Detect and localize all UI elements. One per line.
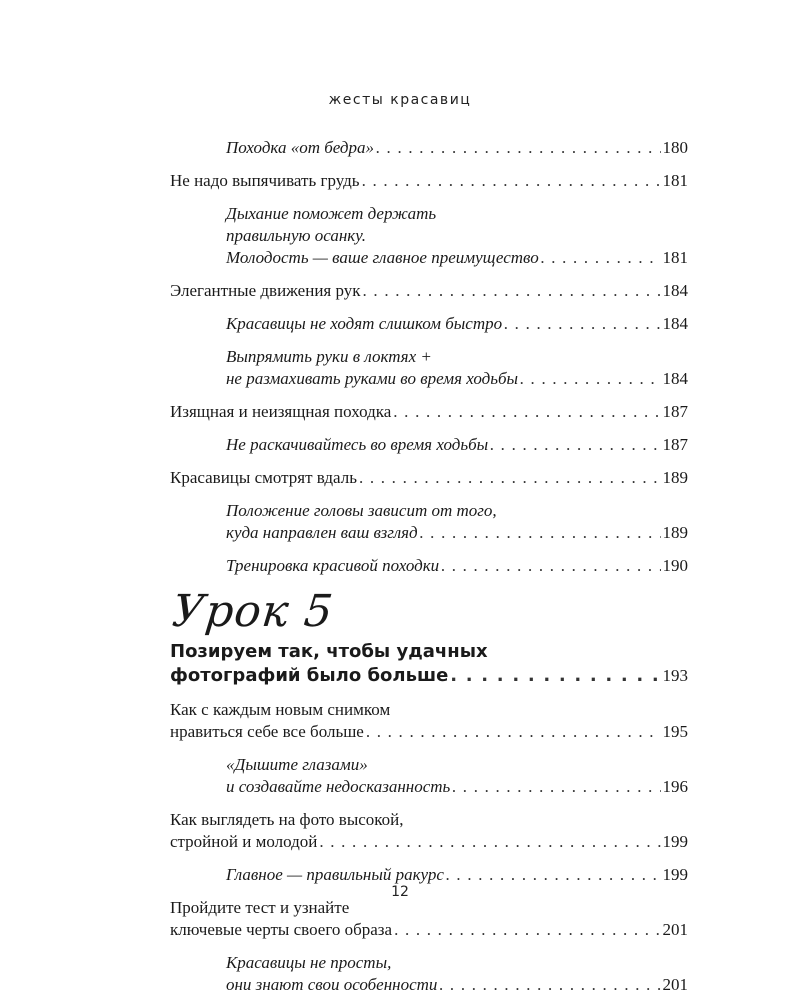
toc-subentry — [170, 313, 688, 335]
lesson-heading-text: Позируем так, чтобы удачных — [170, 641, 488, 662]
toc-entry-text: Красавицы не ходят слишком быстро — [226, 314, 503, 333]
toc-entry-text: Как выглядеть на фото высокой, — [170, 810, 404, 829]
toc-page-number: 184 — [662, 281, 688, 300]
toc-entry — [170, 280, 688, 302]
toc-page-number: 199 — [662, 865, 688, 884]
toc-page-number: 195 — [662, 722, 688, 741]
dot-leader — [319, 831, 660, 853]
toc-entry-text: Пройдите тест и узнайте — [170, 898, 350, 917]
toc-entry-text: Молодость — ваше главное преимущество — [226, 248, 539, 267]
dot-leader — [376, 137, 660, 159]
dot-leader — [363, 280, 661, 302]
toc-entry — [170, 467, 688, 489]
lesson-title: Урок 5 — [169, 586, 336, 637]
toc-entry-text: Красавицы смотрят вдаль — [170, 468, 357, 487]
dot-leader — [362, 170, 661, 192]
dot-leader — [366, 721, 661, 743]
toc-entry — [170, 699, 688, 743]
lesson-heading-text: фотографий было больше — [170, 665, 449, 686]
toc-entry-text: Тренировка красивой походки — [226, 556, 440, 575]
toc-entry-text: Изящная и неизящная походка — [170, 402, 392, 421]
toc-page-number: 181 — [662, 171, 688, 190]
toc-entry-text: Выпрямить руки в локтях + — [226, 347, 432, 366]
toc-page-number: 189 — [662, 468, 688, 487]
dot-leader — [393, 401, 660, 423]
toc-entry-text: Как с каждым новым снимком — [170, 700, 391, 719]
toc-subentry — [170, 952, 688, 996]
toc-entry-text: и создавайте недосказанность — [226, 777, 451, 796]
toc-page-number: 180 — [662, 138, 688, 157]
toc-entry-text: Положение головы зависит от того, — [226, 501, 497, 520]
toc-entry-text: стройной и молодой — [170, 832, 318, 851]
toc-entry-text: куда направлен ваш взгляд — [226, 523, 418, 542]
toc-subentry — [170, 754, 688, 798]
toc-entry-text: Красавицы не просты, — [226, 953, 392, 972]
dot-leader — [450, 664, 660, 688]
toc-subentry — [170, 137, 688, 159]
dot-leader — [439, 974, 660, 996]
toc-entry-text: Не раскачивайтесь во время ходьбы — [226, 435, 489, 454]
toc-page-number: 201 — [662, 920, 688, 939]
toc-entry-text: Походка «от бедра» — [226, 138, 375, 157]
dot-leader — [441, 555, 660, 577]
toc-page-number: 184 — [662, 314, 688, 333]
table-of-contents — [170, 137, 688, 1007]
dot-leader — [520, 368, 660, 390]
toc-subentry — [170, 434, 688, 456]
toc-entry — [170, 897, 688, 941]
toc-subentry — [170, 555, 688, 577]
toc-page-number: 193 — [662, 666, 688, 685]
toc-entry-text: Дыхание поможет держать — [226, 204, 437, 223]
toc-page-number: 199 — [662, 832, 688, 851]
toc-entry-text: правильную осанку. — [226, 226, 366, 245]
toc-subentry — [170, 346, 688, 390]
dot-leader — [490, 434, 660, 456]
toc-entry — [170, 170, 688, 192]
toc-entry — [170, 809, 688, 853]
dot-leader — [452, 776, 660, 798]
toc-entry — [170, 401, 688, 423]
dot-leader — [420, 522, 661, 544]
toc-entry-text: «Дышите глазами» — [226, 755, 368, 774]
running-head: жесты красавиц — [328, 92, 472, 108]
dot-leader — [359, 467, 661, 489]
toc-page-number: 189 — [662, 523, 688, 542]
toc-subentry — [170, 864, 688, 886]
toc-entry-text: не размахивать руками во время ходьбы — [226, 369, 519, 388]
toc-entry-text: Не надо выпячивать грудь — [170, 171, 360, 190]
page-number: 12 — [391, 884, 409, 900]
toc-page-number: 187 — [662, 435, 688, 454]
dot-leader — [541, 247, 661, 269]
toc-page-number: 187 — [662, 402, 688, 421]
toc-page-number: 184 — [662, 369, 688, 388]
dot-leader — [504, 313, 660, 335]
dot-leader — [394, 919, 660, 941]
toc-entry-text: Элегантные движения рук — [170, 281, 361, 300]
toc-entry-text: нравиться себе все больше — [170, 722, 364, 741]
toc-entry-text: ключевые черты своего образа — [170, 920, 393, 939]
toc-entry-text: они знают свои особенности — [226, 975, 438, 994]
toc-subentry — [170, 203, 688, 269]
lesson-heading — [170, 640, 688, 688]
toc-page-number: 181 — [662, 248, 688, 267]
toc-page-number: 190 — [662, 556, 688, 575]
toc-subentry — [170, 500, 688, 544]
toc-page-number: 201 — [662, 975, 688, 994]
toc-page-number: 196 — [662, 777, 688, 796]
dot-leader — [446, 864, 661, 886]
toc-entry-text: Главное — правильный ракурс — [226, 865, 444, 884]
